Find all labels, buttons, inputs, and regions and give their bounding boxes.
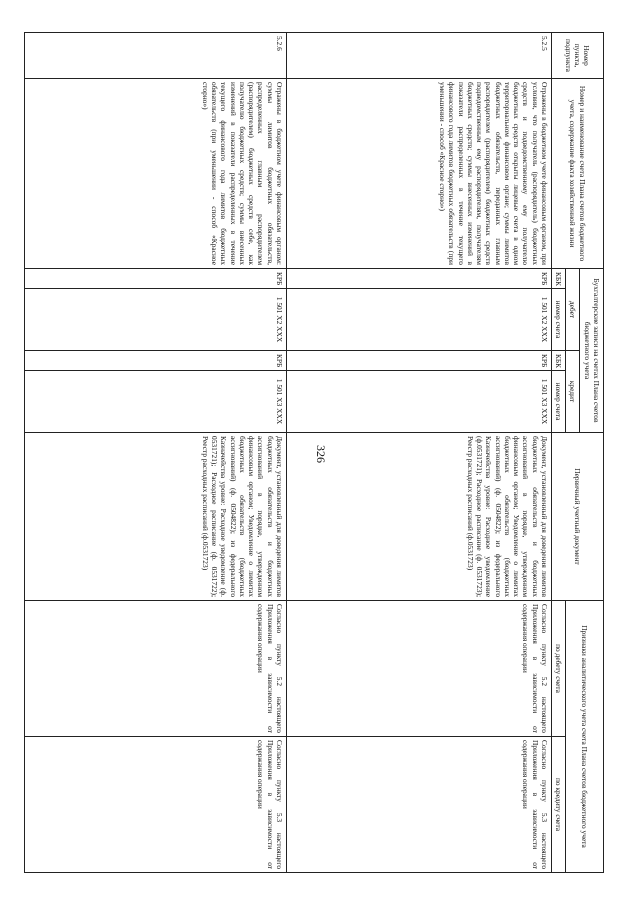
table-row: [25, 33, 287, 873]
row-debit-kbk: КРБ: [25, 269, 287, 289]
row-document: Документ, установленный для доведения лимитов бюджетных обязательств и бюджетных ассигнований в порядке, утвержденном финансовым органом; Уведомление о лимитах бюджетных обязательств (бюджетных ассигнований) (ф. 0504822); из федерального Казначейства уровне: Расходное уведомление (ф.0531721); Расходное расписание (ф. 0531723); Реестр расходных расписаний (ф.0531723): [287, 433, 552, 601]
header-debit-kbk: КБК: [552, 269, 566, 289]
row-name: Отражены в бюджетном учете финансовым органом, при условии, что получатель (распорядитель) бюджетных средств и подведомственному ему получателю бюджетных средств открыты лицевые счета в одном территориальном финансовом органе; суммы лимитов бюджетных обязательств, переданных главным распорядителем (распорядителем) бюджетных средств подведомственным ему распорядителям, получателям бюджетных средств; суммы внесенных изменений в показатели распределенных в течение текущего финансового года лимитов бюджетных обязательств (при уменьшении - способ «Красное сторно»): [287, 79, 552, 269]
header-point: Номер пункта, подпункта: [552, 33, 604, 79]
row-debit-account: 1 501 X2 XXX: [287, 289, 552, 351]
header-debit: дебет: [566, 269, 580, 351]
header-debit-account: номер счета: [552, 289, 566, 351]
accounting-entries-table: [24, 32, 604, 873]
row-credit-kbk: КРБ: [287, 351, 552, 371]
header-credit-account: номер счета: [552, 371, 566, 433]
row-credit-account: 1 501 X3 XXX: [25, 371, 287, 433]
row-debit-account: 1 501 X2 XXX: [25, 289, 287, 351]
header-credit-kbk: КБК: [552, 351, 566, 371]
row-name: Отражены в бюджетном учете финансовым органом: суммы лимитов бюджетных обязательств, распределенных главным распорядителем (распорядителем) бюджетных средств себе, как получателю бюджетных средств; суммы внесенных изменений в показатели распределенных в течение текущего финансового года лимитов бюджетных обязательств (при уменьшении - способ «Красное сторно»): [25, 79, 287, 269]
row-analytic-credit: Согласно пункту 5.3 настоящего Приложения в зависимости от содержания операции: [287, 737, 552, 873]
header-by-credit: по кредиту счета: [552, 737, 566, 873]
header-entries: Бухгалтерские записи на счетах Плана счетов бюджетного учета: [580, 269, 604, 433]
header-credit: кредит: [566, 351, 580, 433]
row-credit-account: 1 501 X3 XXX: [287, 371, 552, 433]
row-point: 5.2.5: [287, 33, 552, 79]
row-document: Документ, установленный для доведения лимитов бюджетных обязательств и бюджетных ассигнований в порядке, утвержденном финансовым органом; Уведомление о лимитах бюджетных обязательств (бюджетных ассигнований) (ф. 0504822); из федерального Казначейства уровне: Расходное уведомление (ф. 0531721); Расходное расписание (ф. 0531722); Реестр расходных расписаний (ф.0531723): [25, 433, 287, 601]
header-analytic: Признаки аналитического учета счета Плана счетов бюджетного учета: [566, 601, 604, 873]
row-analytic-debit: Согласно пункту 5.2 настоящего Приложения в зависимости от содержания операции: [287, 601, 552, 737]
row-analytic-debit: Согласно пункту 5.2 настоящего Приложения в зависимости от содержания операции: [25, 601, 287, 737]
row-credit-kbk: КРБ: [25, 351, 287, 371]
row-analytic-credit: Согласно пункту 5.3 настоящего Приложения в зависимости от содержания операции: [25, 737, 287, 873]
header-document: Первичный учетный документ: [552, 433, 604, 601]
table-row: [287, 33, 552, 873]
row-debit-kbk: КРБ: [287, 269, 552, 289]
page-number: 326: [314, 445, 328, 463]
header-by-debit: по дебету счета: [552, 601, 566, 737]
row-point: 5.2.6: [25, 33, 287, 79]
rotated-table-page: [28, 32, 604, 872]
header-name: Номер и наименование счета Плана счетов бюджетного учета, содержание факта хозяйственной жизни: [552, 79, 604, 269]
